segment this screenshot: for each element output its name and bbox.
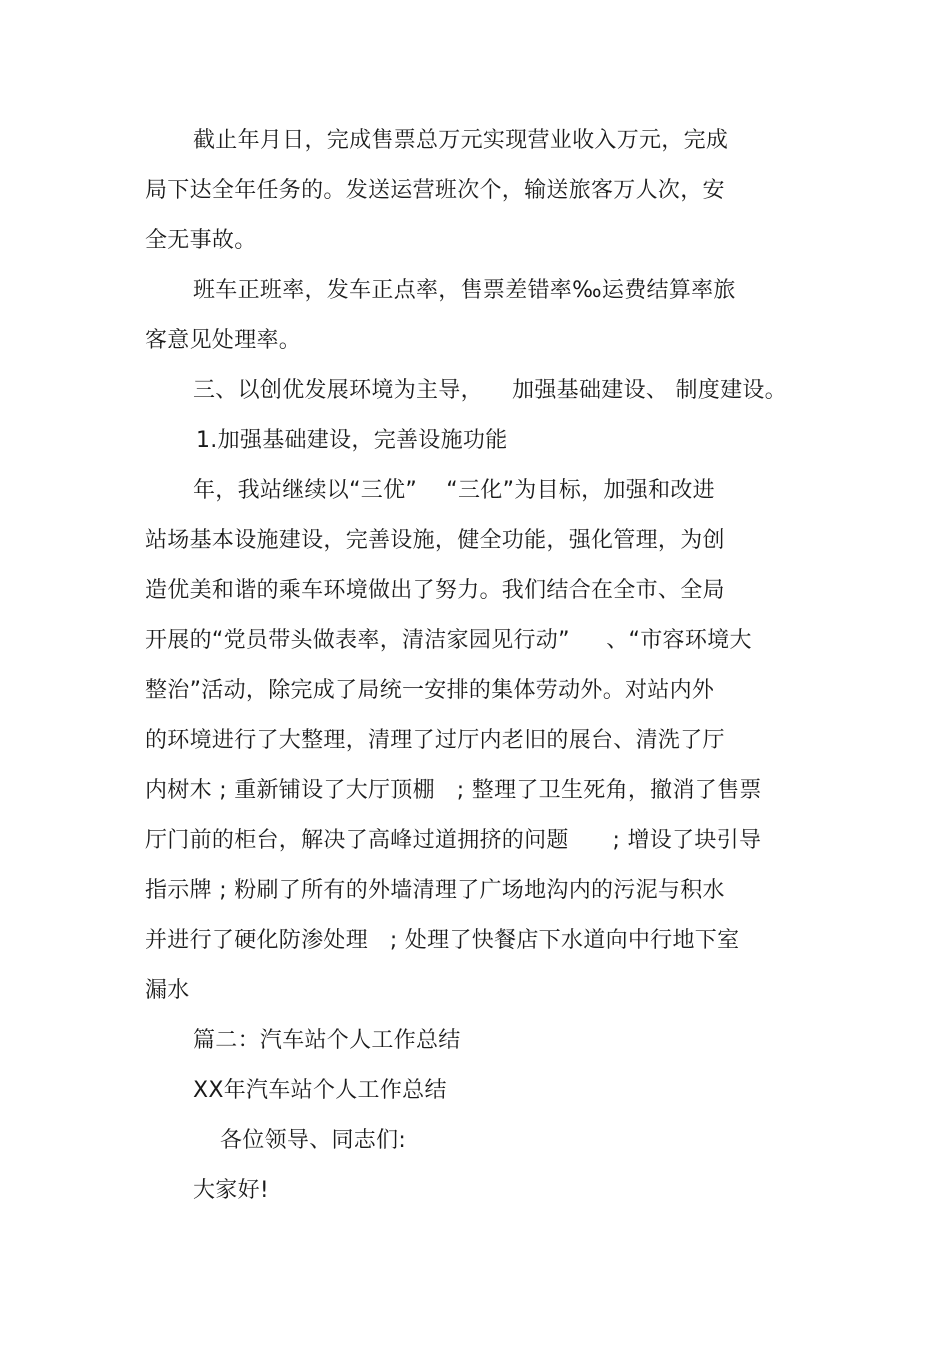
- paragraph-line: 整治”活动，除完成了局统一安排的集体劳动外。对站内外: [145, 678, 715, 703]
- paragraph-line: 局下达全年任务的。发送运营班次个，输送旅客万人次，安: [145, 178, 725, 203]
- paragraph-line: 班车正班率，发车正点率，售票差错率‰运费结算率旅: [193, 278, 736, 303]
- paragraph-line: 的环境进行了大整理，清理了过厅内老旧的展台、清洗了厅: [145, 728, 725, 753]
- paragraph-line: 截止年月日，完成售票总万元实现营业收入万元，完成: [193, 128, 729, 153]
- paragraph-line: 内树木 ; 重新铺设了大厅顶棚 ; 整理了卫生死角，撤消了售票: [145, 778, 762, 803]
- paragraph-line: 造优美和谐的乘车环境做出了努力。我们结合在全市、全局: [145, 578, 725, 603]
- paragraph-line: 并进行了硬化防渗处理 ; 处理了快餐店下水道向中行地下室: [145, 928, 740, 953]
- salutation: 各位领导、同志们:: [220, 1128, 407, 1153]
- paragraph-line: 开展的“党员带头做表率，清洁家园见行动” 、“市容环境大: [145, 628, 752, 653]
- paragraph-line: 漏水: [145, 978, 190, 1003]
- paragraph-line: 厅门前的柜台，解决了高峰过道拥挤的问题 ; 增设了块引导: [145, 828, 762, 853]
- paragraph-line: 站场基本设施建设，完善设施，健全功能，强化管理，为创: [145, 528, 725, 553]
- section-heading: 三、以创优发展环境为主导， 加强基础建设、 制度建设。: [193, 378, 787, 403]
- paragraph-line: 年，我站继续以“三优” “三化”为目标，加强和改进: [193, 478, 715, 503]
- paragraph-line: 指示牌 ; 粉刷了所有的外墙清理了广场地沟内的污泥与积水: [145, 878, 725, 903]
- greeting: 大家好!: [193, 1178, 270, 1203]
- paragraph-line: 全无事故。: [145, 228, 257, 253]
- paragraph-line: 客意见处理率。: [145, 328, 302, 353]
- subsection-heading: 1.加强基础建设，完善设施功能: [196, 428, 508, 453]
- article-title: XX年汽车站个人工作总结: [193, 1078, 447, 1103]
- article-heading: 篇二：汽车站个人工作总结: [193, 1028, 461, 1053]
